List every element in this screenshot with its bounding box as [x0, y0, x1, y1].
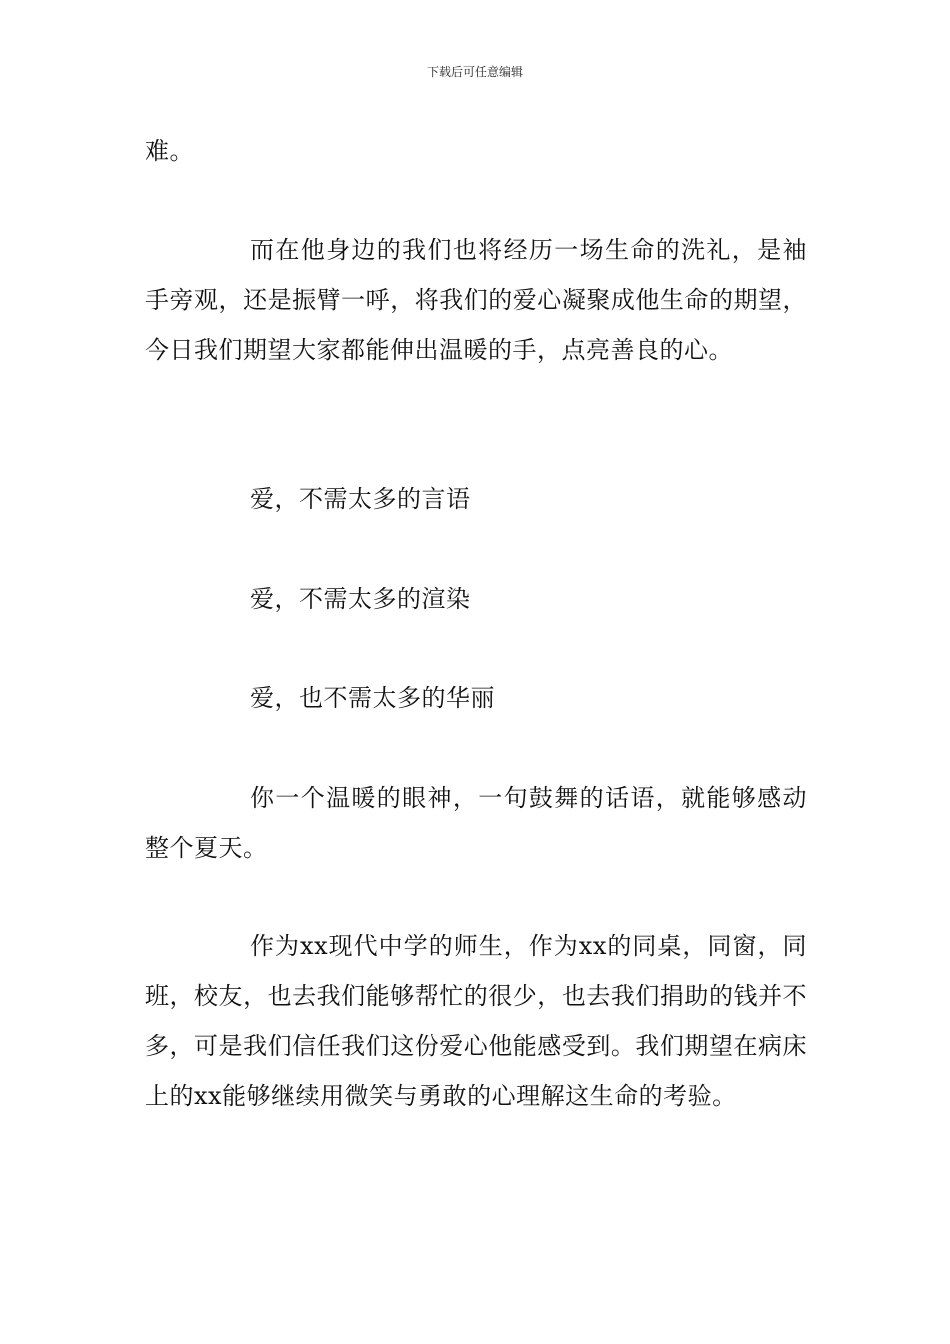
paragraph-5: 爱，也不需太多的华丽	[250, 684, 495, 712]
paragraph-2: 而在他身边的我们也将经历一场生命的洗礼，是袖手旁观，还是振臂一呼，将我们的爱心凝聚成他生命的期望，今日我们期望大家都能伸出温暖的手，点亮善良的心。	[145, 236, 807, 364]
paragraph-3: 爱，不需太多的言语	[250, 485, 471, 513]
paragraph-4: 爱，不需太多的渲染	[250, 585, 471, 613]
paragraph-7: 作为xx现代中学的师生，作为xx的同桌，同窗，同班，校友，也去我们能够帮忙的很少，也去我们捐助的钱并不多，可是我们信任我们这份爱心他能感受到。我们期望在病床上的xx能够继续用微笑与勇敢的心理解这生命的考验。	[145, 932, 807, 1110]
page-header: 下载后可任意编辑	[426, 65, 523, 79]
paragraph-1: 难。	[145, 137, 194, 165]
paragraph-6: 你一个温暖的眼神，一句鼓舞的话语，就能够感动整个夏天。	[145, 784, 807, 862]
